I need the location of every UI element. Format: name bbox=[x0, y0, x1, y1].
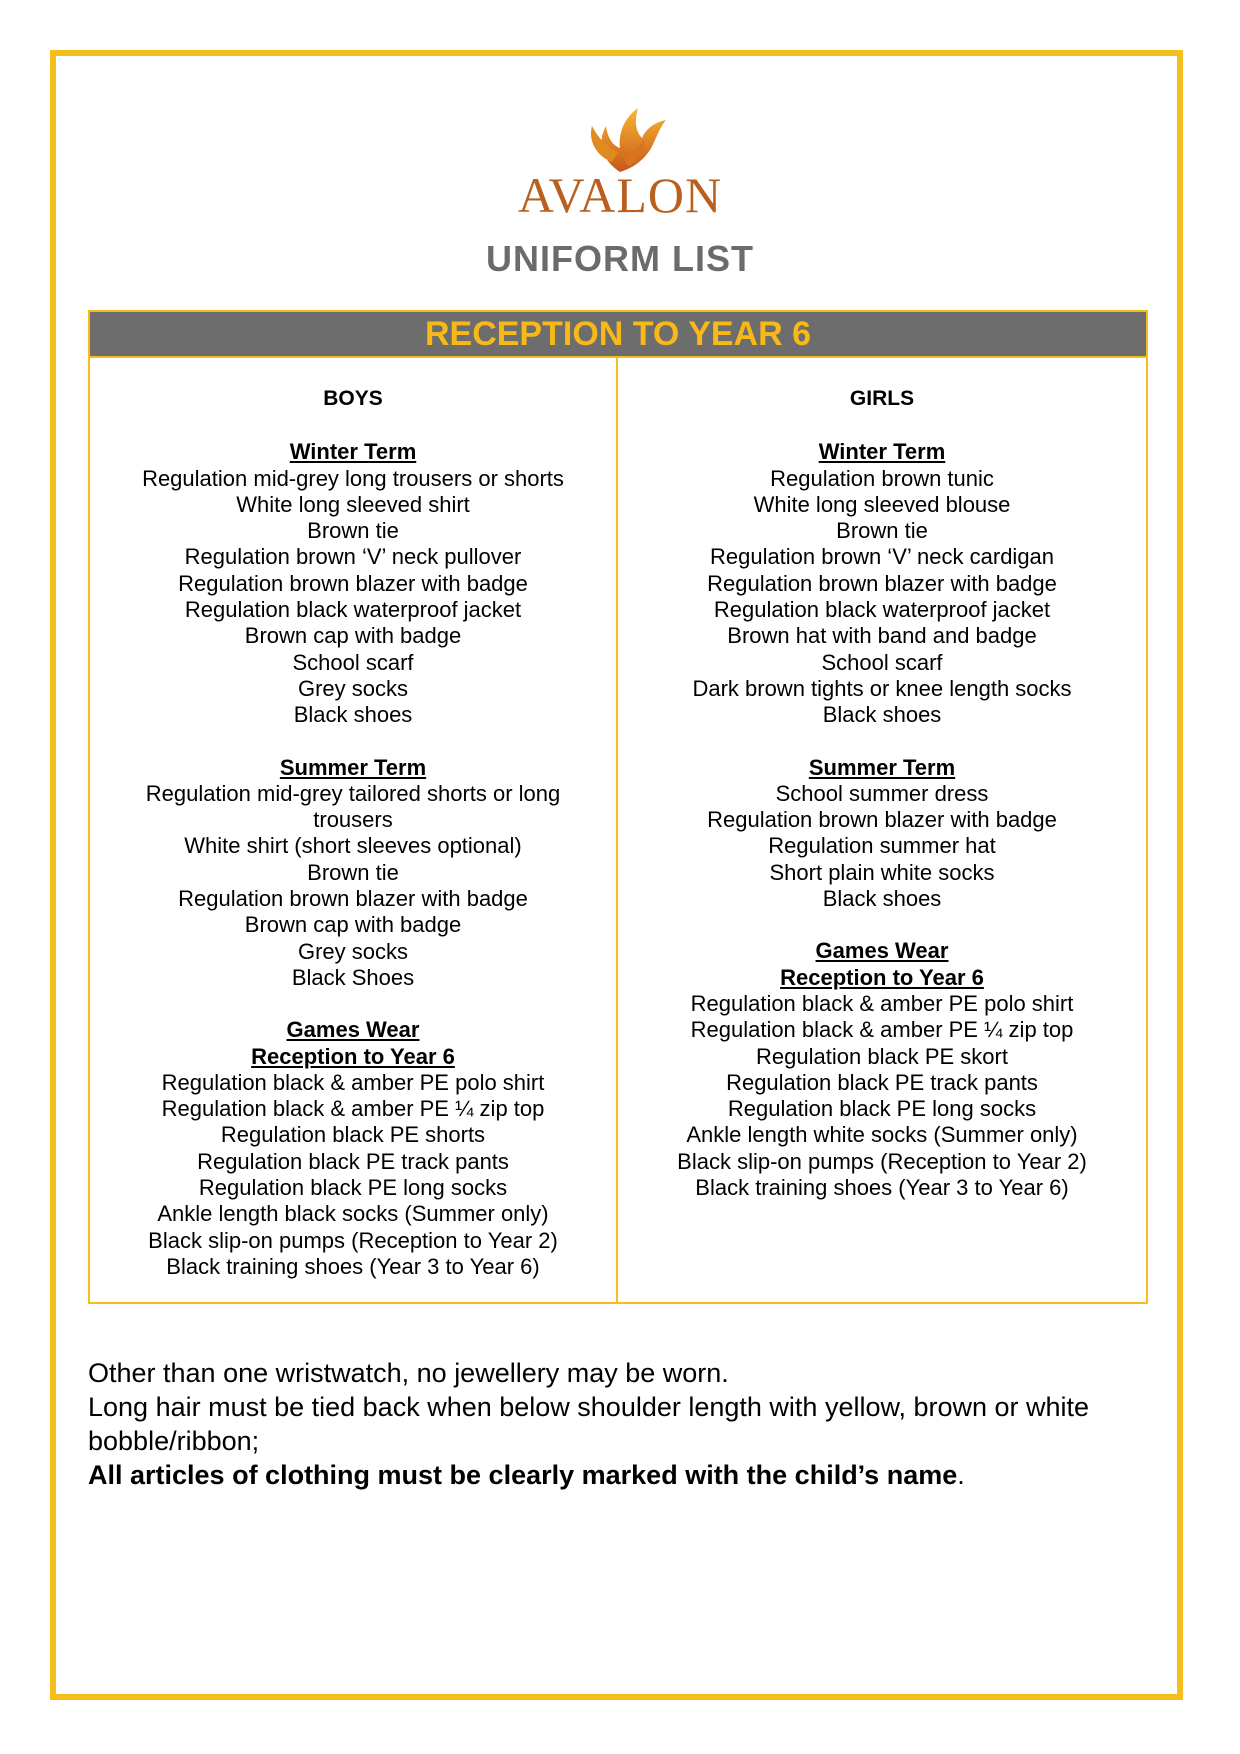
boys-games-section bbox=[90, 1017, 616, 1280]
list-item: Black training shoes (Year 3 to Year 6) bbox=[166, 1253, 540, 1279]
list-item: Black slip-on pumps (Reception to Year 2) bbox=[148, 1227, 558, 1253]
list-item: School scarf bbox=[821, 649, 943, 675]
list-item: Ankle length black socks (Summer only) bbox=[157, 1201, 549, 1227]
section-title: Summer Term bbox=[808, 754, 956, 780]
list-item: Regulation black & amber PE ¼ zip top bbox=[690, 1017, 1074, 1043]
list-item: Regulation black PE long socks bbox=[727, 1096, 1037, 1122]
list-item: School summer dress bbox=[775, 780, 989, 806]
note-labelling bbox=[88, 1458, 1148, 1492]
list-item: Regulation mid-grey long trousers or shorts bbox=[142, 465, 564, 491]
girls-summer-section bbox=[618, 755, 1146, 913]
uniform-notes bbox=[88, 1356, 1148, 1492]
list-item: Regulation black PE shorts bbox=[220, 1122, 486, 1148]
girls-column bbox=[618, 358, 1146, 1302]
table-header: RECEPTION TO YEAR 6 bbox=[90, 312, 1146, 358]
column-heading: GIRLS bbox=[849, 387, 915, 410]
list-item: Grey socks bbox=[297, 938, 409, 964]
list-item: Regulation brown blazer with badge bbox=[707, 807, 1057, 833]
school-logo bbox=[0, 100, 1240, 220]
section-subtitle: Reception to Year 6 bbox=[251, 1043, 455, 1069]
logo-text: AVALON bbox=[517, 167, 723, 220]
boys-winter-section bbox=[90, 439, 616, 728]
boys-summer-section bbox=[90, 755, 616, 992]
list-item: Dark brown tights or knee length socks bbox=[692, 675, 1072, 701]
list-item: Black training shoes (Year 3 to Year 6) bbox=[695, 1175, 1069, 1201]
list-item: Regulation black PE long socks bbox=[198, 1175, 508, 1201]
list-item: Brown tie bbox=[307, 518, 399, 544]
list-item: Black Shoes bbox=[291, 964, 415, 990]
list-item: Brown cap with badge bbox=[244, 623, 462, 649]
list-item: Regulation black & amber PE polo shirt bbox=[161, 1069, 545, 1095]
list-item: Regulation brown tunic bbox=[770, 465, 994, 491]
section-title: Winter Term bbox=[818, 439, 946, 465]
list-item: Short plain white socks bbox=[769, 859, 995, 885]
list-item: White shirt (short sleeves optional) bbox=[184, 833, 522, 859]
document-title: UNIFORM LIST bbox=[486, 238, 754, 279]
column-heading: BOYS bbox=[323, 387, 383, 410]
list-item: Regulation brown blazer with badge bbox=[178, 886, 528, 912]
list-item: Regulation brown blazer with badge bbox=[178, 570, 528, 596]
list-item: School scarf bbox=[292, 649, 414, 675]
section-title: Games Wear bbox=[815, 938, 949, 964]
list-item: Brown tie bbox=[307, 859, 399, 885]
list-item: Brown cap with badge bbox=[244, 912, 462, 938]
section-subtitle: Reception to Year 6 bbox=[780, 964, 984, 990]
list-item: Black shoes bbox=[293, 702, 413, 728]
note-hair: Long hair must be tied back when below shoulder length with yellow, brown or white bobble/ribbon; bbox=[88, 1392, 1090, 1456]
list-item: Brown tie bbox=[836, 518, 928, 544]
note-jewellery: Other than one wristwatch, no jewellery may be worn. bbox=[88, 1358, 729, 1388]
list-item: Black shoes bbox=[822, 886, 942, 912]
list-item: Ankle length white socks (Summer only) bbox=[686, 1122, 1078, 1148]
uniform-table bbox=[88, 310, 1148, 1304]
phoenix-icon bbox=[500, 100, 740, 220]
section-title: Games Wear bbox=[286, 1017, 420, 1043]
list-item: White long sleeved shirt bbox=[236, 491, 470, 517]
list-item: White long sleeved blouse bbox=[753, 491, 1011, 517]
girls-winter-section bbox=[618, 439, 1146, 728]
list-item: Regulation black PE track pants bbox=[726, 1069, 1038, 1095]
note-labelling-end: . bbox=[957, 1460, 965, 1490]
list-item: Regulation summer hat bbox=[768, 833, 996, 859]
list-item: Black shoes bbox=[822, 702, 942, 728]
list-item: Regulation black waterproof jacket bbox=[184, 597, 522, 623]
girls-games-section bbox=[618, 938, 1146, 1201]
list-item: Grey socks bbox=[297, 675, 409, 701]
list-item: Regulation black waterproof jacket bbox=[713, 597, 1051, 623]
list-item: Regulation black PE track pants bbox=[197, 1148, 509, 1174]
list-item: Regulation brown ‘V’ neck cardigan bbox=[709, 544, 1055, 570]
list-item: Regulation brown ‘V’ neck pullover bbox=[184, 544, 522, 570]
list-item: Brown hat with band and badge bbox=[727, 623, 1037, 649]
list-item: Regulation mid-grey tailored shorts or long trousers bbox=[145, 780, 561, 833]
boys-column bbox=[90, 358, 618, 1302]
section-title: Winter Term bbox=[289, 439, 417, 465]
list-item: Regulation brown blazer with badge bbox=[707, 570, 1057, 596]
list-item: Regulation black & amber PE ¼ zip top bbox=[161, 1096, 545, 1122]
section-title: Summer Term bbox=[279, 754, 427, 780]
list-item: Black slip-on pumps (Reception to Year 2) bbox=[677, 1148, 1087, 1174]
note-labelling-text: All articles of clothing must be clearly marked with the child’s name bbox=[88, 1460, 958, 1490]
list-item: Regulation black & amber PE polo shirt bbox=[690, 990, 1074, 1016]
list-item: Regulation black PE skort bbox=[756, 1043, 1008, 1069]
